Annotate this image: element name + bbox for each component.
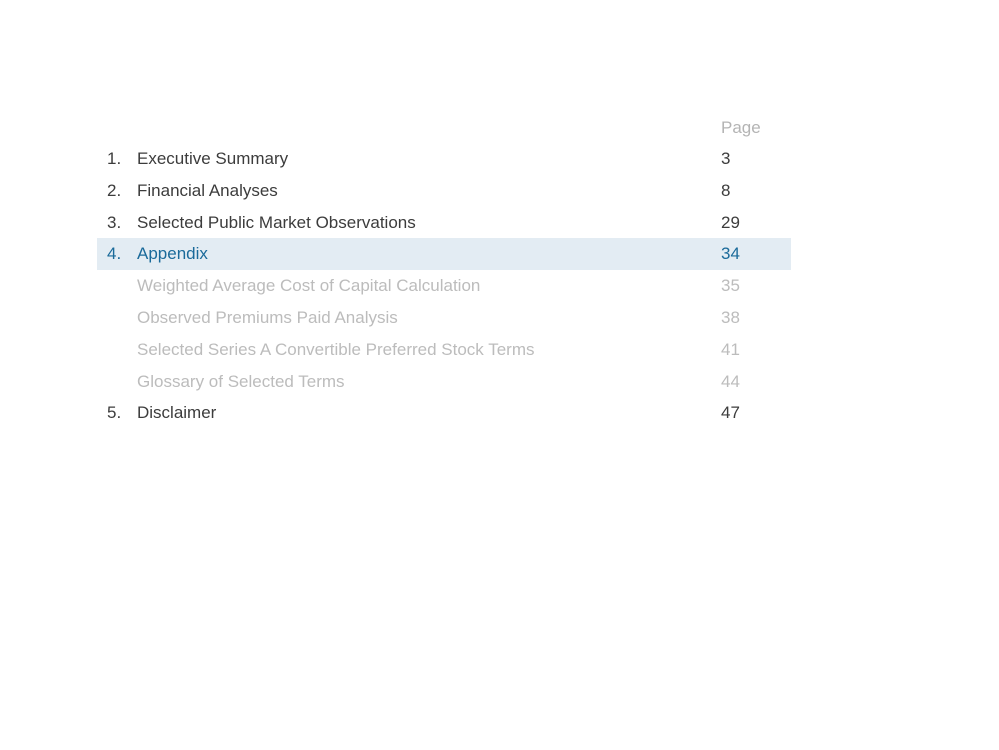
toc-entry-financial-analyses[interactable] [97,175,791,207]
toc-subentry-series-a-terms[interactable] [97,334,791,366]
toc-subentry-title: Observed Premiums Paid Analysis [137,307,398,327]
toc-entry-title: Financial Analyses [137,180,278,200]
toc-subentry-page: 41 [721,339,740,359]
toc-entry-disclaimer[interactable] [97,397,791,429]
toc-entry-appendix[interactable] [97,238,791,270]
toc-subentry-title: Selected Series A Convertible Preferred Stock Terms [137,339,535,359]
toc-entry-executive-summary[interactable] [97,143,791,175]
toc-entry-title: Selected Public Market Observations [137,212,416,232]
toc-entry-number: 5. [107,403,122,423]
toc-entry-public-market-observations[interactable] [97,207,791,239]
toc-entry-number: 2. [107,180,122,200]
toc-entry-number: 1. [107,149,122,168]
toc-entry-title: Appendix [137,244,208,264]
toc-subentry-page: 44 [721,371,740,391]
toc-entry-number: 3. [107,212,122,232]
toc-entry-page: 29 [721,212,740,232]
toc-entry-title: Disclaimer [137,403,217,423]
table-of-contents [97,112,791,429]
toc-subentry-title: Weighted Average Cost of Capital Calculation [137,276,481,296]
toc-entry-page: 47 [721,403,740,423]
toc-subentry-page: 38 [721,307,740,327]
toc-entry-title: Executive Summary [137,149,289,168]
toc-entry-page: 8 [721,180,731,200]
toc-entry-number: 4. [107,244,122,264]
toc-subentry-page: 35 [721,276,740,296]
page-column-header-row [97,112,791,143]
toc-subentry-title: Glossary of Selected Terms [137,371,345,391]
toc-subentry-premiums-paid[interactable] [97,302,791,334]
toc-subentry-wacc-calculation[interactable] [97,270,791,302]
toc-entry-page: 3 [721,149,731,168]
page-column-header: Page [721,118,761,137]
toc-entry-page: 34 [721,244,740,264]
toc-subentry-glossary[interactable] [97,366,791,398]
